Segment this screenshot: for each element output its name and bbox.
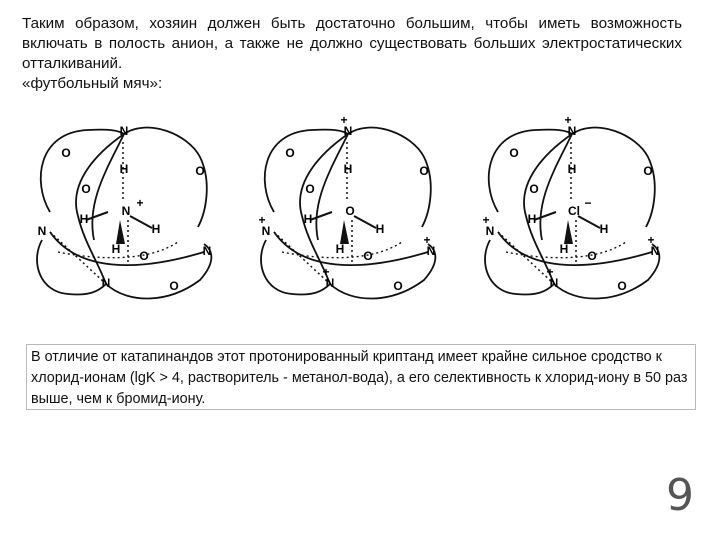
chain-curve xyxy=(498,232,655,265)
nitrogen-top-label: N xyxy=(567,124,577,139)
cryptand-figure xyxy=(28,112,690,327)
oxygen-label: O xyxy=(529,182,539,197)
oxygen-label: O xyxy=(61,146,71,161)
hydrogen-label: H xyxy=(527,212,537,227)
oxygen-label: O xyxy=(617,279,627,294)
hydrogen-label: H xyxy=(335,242,345,257)
center-atom-label: O xyxy=(345,204,355,219)
chain-curve xyxy=(489,130,572,212)
hydrogen-label: H xyxy=(375,222,385,237)
charge-label: + xyxy=(340,113,348,128)
oxygen-label: O xyxy=(139,249,149,264)
chain-curve xyxy=(261,240,330,295)
charge-label: + xyxy=(564,113,572,128)
chain-curve xyxy=(76,134,124,284)
chain-curve xyxy=(485,240,554,295)
chain-curve xyxy=(50,232,204,265)
hydrogen-label: H xyxy=(151,222,161,237)
hydrogen-label: H xyxy=(559,242,569,257)
center-atom-label: N xyxy=(121,204,131,219)
wedge-bond xyxy=(564,220,573,244)
structure-1 xyxy=(37,124,211,298)
charge-label: + xyxy=(647,233,655,248)
oxygen-label: O xyxy=(81,182,91,197)
oxygen-label: O xyxy=(393,279,403,294)
nitrogen-left-label: N xyxy=(485,224,495,239)
charge-label: + xyxy=(258,213,266,228)
center-atom-label: Cl xyxy=(568,204,580,219)
charge-label: + xyxy=(423,233,431,248)
hydrogen-label: H xyxy=(303,212,313,227)
chain-curve xyxy=(554,244,659,299)
intro-paragraph: Таким образом, хозяин должен быть достаточно большим, чтобы иметь возможность включать в полость анион, а также не должно существовать больших электростатических отталкиваний. xyxy=(22,15,682,72)
chain-curve xyxy=(92,134,124,240)
chain-curve xyxy=(37,240,106,295)
nitrogen-right-label: N xyxy=(426,244,436,259)
bond-line xyxy=(534,212,556,220)
hydrogen-label: H xyxy=(111,242,121,257)
oxygen-label: O xyxy=(195,164,205,179)
nitrogen-bottom-label: N xyxy=(325,276,335,291)
charge-label: + xyxy=(136,196,144,211)
oxygen-label: O xyxy=(285,146,295,161)
nitrogen-bottom-label: N xyxy=(101,276,111,291)
hydrogen-label: H xyxy=(79,212,89,227)
hydrogen-label: H xyxy=(599,222,609,237)
hydrogen-label: H xyxy=(343,162,353,177)
structure-3 xyxy=(482,113,659,298)
oxygen-label: O xyxy=(509,146,519,161)
oxygen-label: O xyxy=(305,182,315,197)
cryptand-structures-svg xyxy=(28,112,690,327)
intro-text xyxy=(22,14,682,94)
nitrogen-right-label: N xyxy=(650,244,660,259)
bond-line xyxy=(354,216,376,228)
bond-line xyxy=(578,216,600,228)
nitrogen-top-label: N xyxy=(343,124,353,139)
chain-curve xyxy=(540,134,572,240)
caption-text: В отличие от катапинандов этот протонированный криптанд имеет крайне сильное сродство к хлорид-ионам (lgK > 4, растворитель - метанол-вода), а его селективность к хлорид-иону в 50 раз выше, чем к бромид-иону. xyxy=(31,349,688,407)
chain-curve xyxy=(265,130,348,212)
structure-2 xyxy=(258,113,435,298)
oxygen-label: O xyxy=(169,279,179,294)
page-number: 9 xyxy=(666,470,694,521)
hydrogen-label: H xyxy=(567,162,577,177)
bond-line xyxy=(310,212,332,220)
chain-curve xyxy=(106,244,211,299)
nitrogen-bottom-label: N xyxy=(549,276,559,291)
bond-line xyxy=(130,216,152,228)
bond-line xyxy=(86,212,108,220)
charge-label: + xyxy=(546,265,554,280)
nitrogen-top-label: N xyxy=(119,124,129,139)
oxygen-label: O xyxy=(419,164,429,179)
chain-curve xyxy=(316,134,348,240)
chain-curve xyxy=(330,244,435,299)
nitrogen-left-label: N xyxy=(261,224,271,239)
h-bond-dots xyxy=(50,232,106,284)
chain-curve xyxy=(300,134,348,284)
oxygen-label: O xyxy=(587,249,597,264)
oxygen-label: O xyxy=(643,164,653,179)
nitrogen-right-label: N xyxy=(202,244,212,259)
wedge-bond xyxy=(116,220,125,244)
hydrogen-label: H xyxy=(119,162,129,177)
football-label: «футбольный мяч»: xyxy=(22,75,163,92)
chain-curve xyxy=(524,134,572,284)
charge-label: − xyxy=(584,196,592,211)
oxygen-label: O xyxy=(363,249,373,264)
chain-curve xyxy=(274,232,431,265)
chain-curve xyxy=(41,130,124,212)
nitrogen-left-label: N xyxy=(37,224,47,239)
wedge-bond xyxy=(340,220,349,244)
charge-label: + xyxy=(482,213,490,228)
charge-label: + xyxy=(322,265,330,280)
caption-box xyxy=(26,344,696,410)
